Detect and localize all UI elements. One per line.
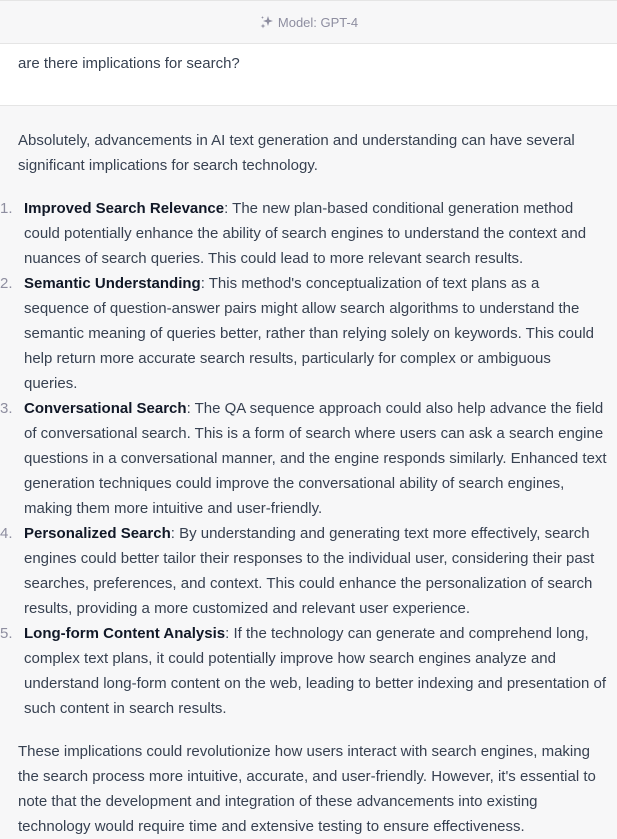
- model-header: [0, 0, 617, 44]
- list-item: [0, 521, 608, 621]
- user-message-text: are there implications for search?: [18, 55, 240, 72]
- list-item: [0, 621, 608, 721]
- list-item-number: 5.: [0, 625, 13, 642]
- list-item-title: Semantic Understanding: [24, 275, 201, 292]
- implications-list: [0, 196, 608, 721]
- assistant-message: [0, 128, 608, 839]
- list-item-title: Improved Search Relevance: [24, 200, 225, 217]
- list-item-body: : If the technology can generate and comprehend long, complex text plans, it could potentially improve how search engines analyze and understand long-form content on the web, leading to better indexing and presentation of such content in search results.: [24, 625, 607, 717]
- list-item-title: Personalized Search: [24, 525, 171, 542]
- list-item-number: 4.: [0, 525, 13, 542]
- list-item: [0, 196, 608, 271]
- list-item: [0, 396, 608, 521]
- model-label: Model: GPT-4: [277, 14, 359, 30]
- list-item: [0, 271, 608, 396]
- list-item-title: Conversational Search: [24, 400, 187, 417]
- list-item-number: 2.: [0, 275, 13, 292]
- list-item-body: : This method's conceptualization of text plans as a sequence of question-answer pairs might allow search algorithms to understand the semantic meaning of queries better, rather than relying solely on keywords. This could help return more accurate search results, particularly for complex or ambiguous queries.: [24, 275, 595, 392]
- list-item-number: 3.: [0, 400, 13, 417]
- list-item-body: : The new plan-based conditional generation method could potentially enhance the ability of search engines to understand the context and nuances of search queries. This could lead to more relevant search results.: [24, 200, 587, 267]
- assistant-intro: Absolutely, advancements in AI text generation and understanding can have several significant implications for search technology.: [18, 132, 575, 174]
- sparkle-icon: [259, 14, 275, 30]
- assistant-conclusion: These implications could revolutionize how users interact with search engines, making the search process more intuitive, accurate, and user-friendly. However, it's essential to note that the development and integration of these advancements into existing technology would require time and extensive testing to ensure effectiveness.: [18, 743, 596, 835]
- list-item-body: : By understanding and generating text more effectively, search engines could better tailor their responses to the individual user, considering their past searches, preferences, and context. This could enhance the personalization of search results, providing a more customized and relevant user experience.: [24, 525, 595, 617]
- user-message: [0, 44, 617, 106]
- list-item-body: : The QA sequence approach could also help advance the field of conversational search. This is a form of search where users can ask a search engine questions in a conversational manner, and the engine responds similarly. Enhanced text generation techniques could improve the conversational ability of search engines, making them more intuitive and user-friendly.: [24, 400, 607, 517]
- list-item-number: 1.: [0, 200, 13, 217]
- list-item-title: Long-form Content Analysis: [24, 625, 226, 642]
